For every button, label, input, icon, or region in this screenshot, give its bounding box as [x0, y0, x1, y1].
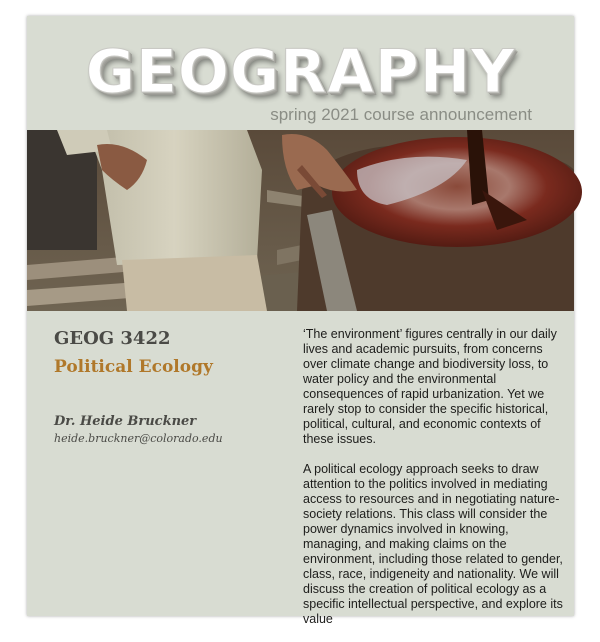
header-photo [27, 130, 574, 311]
course-description [303, 327, 565, 642]
description-paragraph: A political ecology approach seeks to draw attention to the politics involved in mediating access to resources and in negotiating nature-society relations. This class will consider the power dynamics involved in knowing, managing, and making claims on the environment, including those related to gender, class, race, indigeneity and nationality. We will discuss the creation of political ecology as a specific intellectual perspective, and explore its value [303, 462, 563, 626]
instructor-name: Dr. Heide Bruckner [54, 414, 197, 429]
course-flyer [27, 16, 574, 626]
banner-title: GEOGRAPHY [85, 37, 516, 107]
course-title: Political Ecology [54, 357, 213, 377]
course-code: GEOG 3422 [54, 328, 171, 349]
instructor-email[interactable]: heide.bruckner@colorado.edu [54, 432, 223, 445]
description-paragraph: ‘The environment’ figures centrally in our daily lives and academic pursuits, from concerns over climate change and biodiversity loss, to water policy and the environmental consequences of rapid urbanization. Yet we rarely stop to consider the specific historical, political, cultural, and economic contexts of these issues. [303, 327, 557, 446]
announcement-subtitle: spring 2021 course announcement [270, 105, 532, 124]
